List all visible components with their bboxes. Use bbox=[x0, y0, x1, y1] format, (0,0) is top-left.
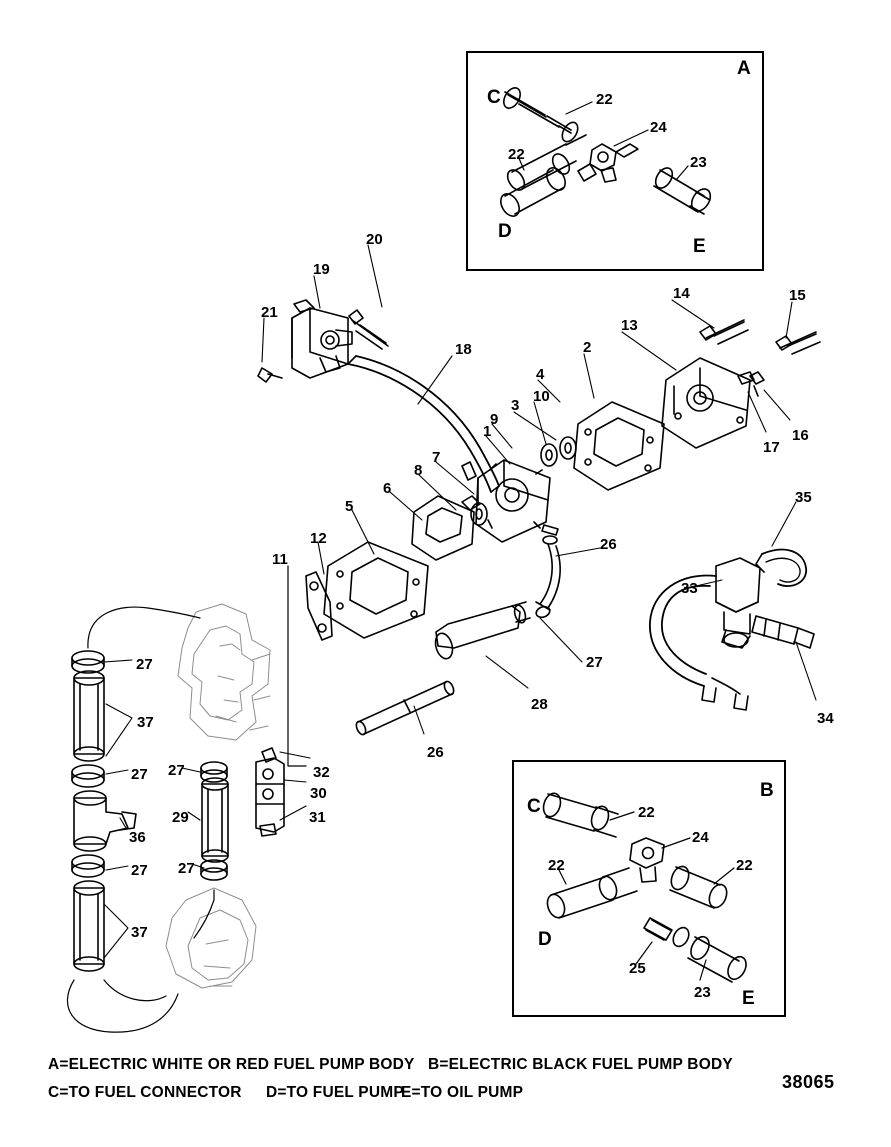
inset-a-letter-e: E bbox=[693, 236, 706, 257]
callout-inset-b-22a: 22 bbox=[638, 804, 655, 821]
legend-line-c: C=TO FUEL CONNECTOR bbox=[48, 1084, 242, 1101]
callout-10: 10 bbox=[533, 388, 550, 405]
callout-34: 34 bbox=[817, 710, 834, 727]
callout-2: 2 bbox=[583, 339, 592, 356]
callout-21: 21 bbox=[261, 304, 278, 321]
callout-19: 19 bbox=[313, 261, 330, 278]
part-9-washer bbox=[541, 444, 557, 466]
part-26-tube-lower bbox=[354, 680, 455, 736]
legend-line-e: E=TO OIL PUMP bbox=[401, 1084, 524, 1101]
inset-b-letter-c: C bbox=[527, 796, 541, 817]
callout-26-upper: 26 bbox=[600, 536, 617, 553]
callout-36: 36 bbox=[129, 829, 146, 846]
callout-9: 9 bbox=[490, 411, 499, 428]
callout-20: 20 bbox=[366, 231, 383, 248]
callout-inset-a-24: 24 bbox=[650, 119, 667, 136]
drawing-number: 38065 bbox=[782, 1072, 835, 1092]
callout-inset-a-22b: 22 bbox=[508, 146, 525, 163]
callout-37-lower: 37 bbox=[131, 924, 148, 941]
part-34-hoses bbox=[650, 575, 814, 710]
callout-29: 29 bbox=[172, 809, 189, 826]
part-28-fuel-filter bbox=[433, 602, 530, 661]
callout-7: 7 bbox=[432, 449, 441, 466]
inset-b-label: B bbox=[760, 780, 774, 801]
inset-b-letter-d: D bbox=[538, 929, 552, 950]
callout-15: 15 bbox=[789, 287, 806, 304]
inset-a-letter-d: D bbox=[498, 221, 512, 242]
callout-26-lower: 26 bbox=[427, 744, 444, 761]
callout-35: 35 bbox=[795, 489, 812, 506]
callout-8: 8 bbox=[414, 462, 423, 479]
inset-a-label: A bbox=[737, 58, 751, 79]
part-30-31-32-fitting bbox=[256, 748, 284, 836]
callout-1: 1 bbox=[483, 423, 492, 440]
callout-30: 30 bbox=[310, 785, 327, 802]
part-3-washer bbox=[560, 437, 576, 459]
legend-line-d: D=TO FUEL PUMP bbox=[266, 1084, 404, 1101]
callout-32: 32 bbox=[313, 764, 330, 781]
callout-27-d: 27 bbox=[131, 862, 148, 879]
callout-33: 33 bbox=[681, 580, 698, 597]
part-11-leader bbox=[288, 566, 306, 766]
callout-27-b: 27 bbox=[131, 766, 148, 783]
inset-a-letter-c: C bbox=[487, 87, 501, 108]
callout-inset-b-22b: 22 bbox=[548, 857, 565, 874]
callout-14: 14 bbox=[673, 285, 690, 302]
part-12-bracket bbox=[306, 572, 332, 640]
callout-6: 6 bbox=[383, 480, 392, 497]
callout-17: 17 bbox=[763, 439, 780, 456]
callout-4: 4 bbox=[536, 366, 545, 383]
part-1-fuel-pump-body bbox=[462, 460, 550, 542]
callout-12: 12 bbox=[310, 530, 327, 547]
legend-line-a: A=ELECTRIC WHITE OR RED FUEL PUMP BODY bbox=[48, 1056, 415, 1073]
callout-27-e: 27 bbox=[178, 860, 195, 877]
callout-13: 13 bbox=[621, 317, 638, 334]
callout-27-filter: 27 bbox=[586, 654, 603, 671]
part-5-plate bbox=[324, 542, 428, 638]
legend-line-b: B=ELECTRIC BLACK FUEL PUMP BODY bbox=[428, 1056, 733, 1073]
part-20-screw bbox=[349, 310, 388, 349]
part-18-fuel-hose bbox=[348, 356, 499, 492]
callout-28: 28 bbox=[531, 696, 548, 713]
callout-inset-a-22a: 22 bbox=[596, 91, 613, 108]
part-2-gasket-plate bbox=[574, 402, 664, 490]
part-19-primer-body bbox=[292, 300, 352, 378]
callout-11: 11 bbox=[272, 551, 288, 568]
callout-18: 18 bbox=[455, 341, 472, 358]
callout-inset-a-23: 23 bbox=[690, 154, 707, 171]
part-21-bolt bbox=[258, 368, 282, 382]
callout-inset-b-25: 25 bbox=[629, 960, 646, 977]
callout-3: 3 bbox=[511, 397, 520, 414]
part-group-left-hoses bbox=[72, 651, 136, 971]
callout-31: 31 bbox=[309, 809, 326, 826]
callout-5: 5 bbox=[345, 498, 354, 515]
callout-16: 16 bbox=[792, 427, 809, 444]
callout-inset-b-23: 23 bbox=[694, 984, 711, 1001]
part-35-strap-clamp bbox=[756, 550, 806, 586]
part-13-pump-body bbox=[662, 358, 754, 448]
part-26-hose-upper bbox=[536, 544, 560, 610]
inset-b-letter-e: E bbox=[742, 988, 755, 1009]
part-small-parts bbox=[542, 525, 558, 544]
part-29-hose bbox=[201, 762, 228, 880]
callout-inset-b-24: 24 bbox=[692, 829, 709, 846]
callout-inset-b-22c: 22 bbox=[736, 857, 753, 874]
inset-box-b bbox=[512, 760, 786, 1017]
part-33-electric-fuel-pump bbox=[716, 558, 760, 648]
callout-37-upper: 37 bbox=[137, 714, 154, 731]
callout-27-a: 27 bbox=[136, 656, 153, 673]
callout-27-c: 27 bbox=[168, 762, 185, 779]
part-15-bolt bbox=[776, 332, 820, 354]
part-17-fitting bbox=[750, 372, 764, 396]
engine-block-ghost bbox=[166, 604, 270, 988]
